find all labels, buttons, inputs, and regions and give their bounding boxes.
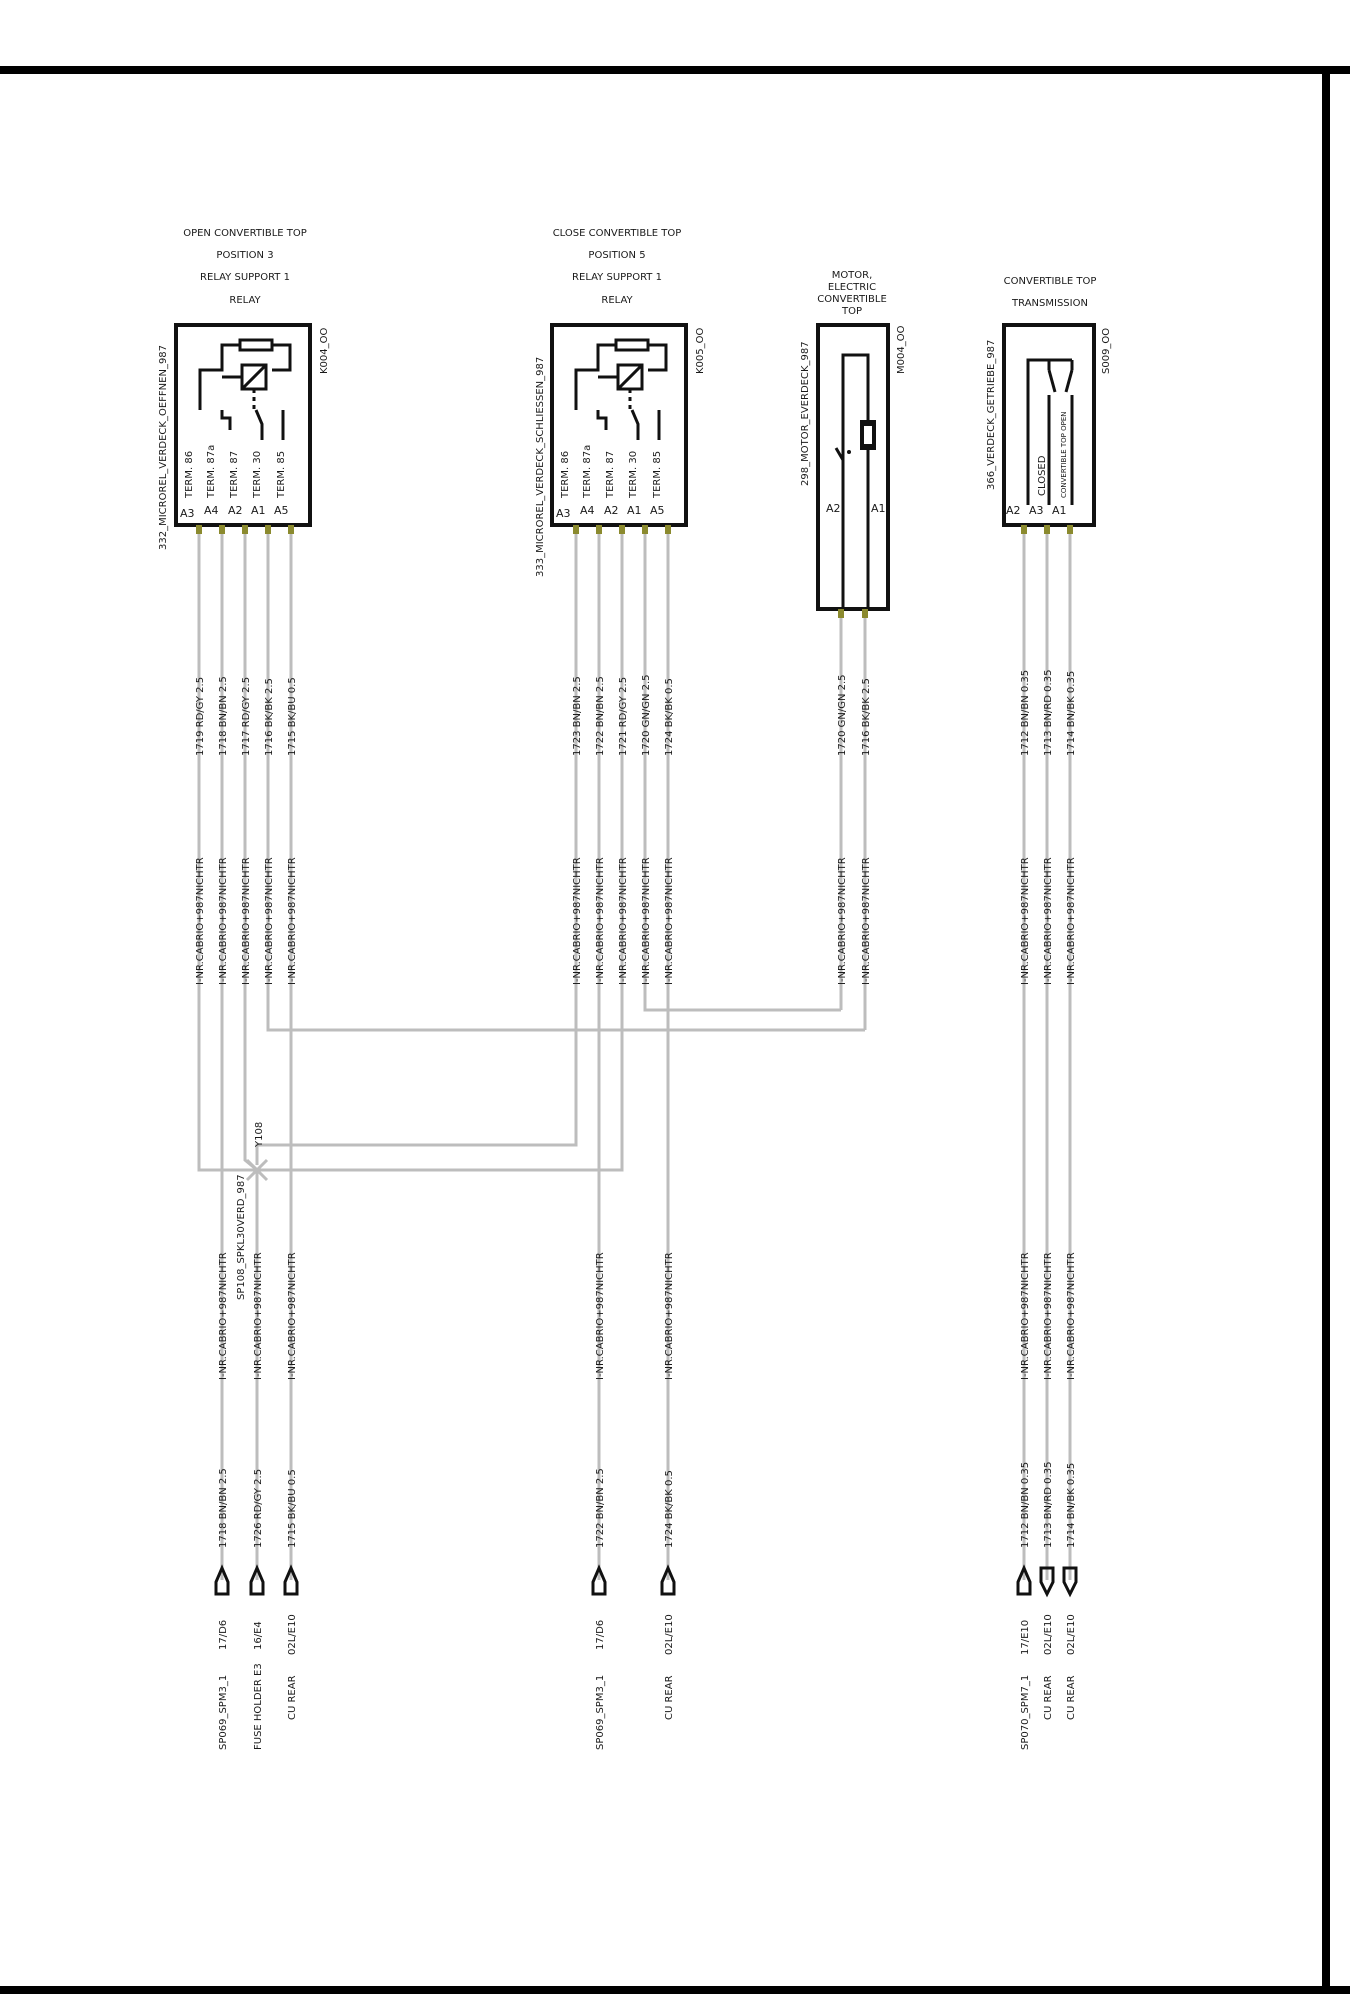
splice-label: Y108 bbox=[254, 1121, 265, 1147]
diagram-line bbox=[242, 525, 248, 534]
label-text: I-NR.CABRIO+987NICHTR bbox=[287, 1252, 298, 1380]
k004-terminal-labels bbox=[184, 445, 287, 499]
k005-terminal-labels bbox=[560, 445, 663, 499]
terminal-pins bbox=[196, 525, 1073, 618]
diagram-line bbox=[265, 525, 271, 534]
diagram-line bbox=[272, 345, 290, 370]
label-text: A4 bbox=[204, 504, 219, 517]
k004-id: K004_OO bbox=[319, 327, 330, 374]
diagram-line bbox=[616, 340, 648, 350]
label-text: A1 bbox=[871, 502, 886, 515]
label-text: 1714 BN/BK 0.35 bbox=[1066, 670, 1077, 756]
label-text: RELAY bbox=[229, 295, 261, 306]
diagram-line bbox=[196, 525, 202, 534]
label-text: TRANSMISSION bbox=[1012, 298, 1088, 309]
diagram-line bbox=[862, 609, 868, 618]
k004-title bbox=[183, 228, 307, 306]
label-text: 16/E4 bbox=[253, 1621, 264, 1650]
label-text: I-NR.CABRIO+987NICHTR bbox=[595, 857, 606, 985]
diagram-line bbox=[1067, 525, 1073, 534]
label-text: CONVERTIBLE bbox=[817, 294, 887, 305]
label-text: SP069_SPM3_1 bbox=[595, 1674, 606, 1750]
diagram-line bbox=[618, 365, 642, 389]
label-text: 1713 BN/RD 0.35 bbox=[1043, 1461, 1054, 1548]
label-text: MOTOR, bbox=[831, 270, 873, 281]
label-text: CONVERTIBLE TOP OPEN bbox=[1060, 411, 1068, 498]
s009-title bbox=[1004, 276, 1097, 309]
label-text: A2 bbox=[228, 504, 243, 517]
label-text: 1717 RD/GY 2.5 bbox=[241, 676, 252, 756]
label-text: 1718 BN/BN 2.5 bbox=[218, 676, 229, 756]
label-text: 1718 BN/BN 2.5 bbox=[218, 1468, 229, 1548]
label-text: 1724 BK/BK 0.5 bbox=[664, 678, 675, 756]
label-text: 1714 BN/BK 0.35 bbox=[1066, 1462, 1077, 1548]
k005-side-label: 333_MICROREL_VERDECK_SCHLIESSEN_987 bbox=[535, 356, 546, 577]
label-text: A1 bbox=[1052, 504, 1067, 517]
diagram-line bbox=[0, 1986, 1350, 1994]
diagram-line bbox=[1021, 525, 1027, 534]
label-text: TERM. 85 bbox=[652, 450, 663, 498]
label-text: A4 bbox=[580, 504, 595, 517]
wire-1716 bbox=[268, 531, 865, 1030]
label-text: A1 bbox=[627, 504, 642, 517]
label-text: I-NR.CABRIO+987NICHTR bbox=[287, 857, 298, 985]
label-text: A2 bbox=[1006, 504, 1021, 517]
label-text: CONVERTIBLE TOP bbox=[1003, 276, 1097, 287]
m004-motor-symbol bbox=[836, 355, 876, 609]
label-text: 1723 BN/BN 2.5 bbox=[572, 676, 583, 756]
label-text: TERM. 87 bbox=[229, 450, 240, 498]
label-text: OPEN CONVERTIBLE TOP bbox=[183, 228, 307, 239]
label-text: 02L/E10 bbox=[664, 1614, 675, 1655]
label-text: POSITION 3 bbox=[216, 250, 274, 261]
connector-grid-refs bbox=[218, 1614, 1077, 1655]
k005-id: K005_OO bbox=[695, 327, 706, 374]
label-text: I-NR.CABRIO+987NICHTR bbox=[1043, 1252, 1054, 1380]
label-text: RELAY SUPPORT 1 bbox=[572, 272, 662, 283]
s009-side-label: 366_VERDECK_GETRIEBE_987 bbox=[986, 339, 997, 490]
label-text: A3 bbox=[180, 507, 195, 520]
label-text: I-NR.CABRIO+987NICHTR bbox=[618, 857, 629, 985]
label-text: TERM. 86 bbox=[560, 450, 571, 498]
k004-side-label: 332_MICROREL_VERDECK_OEFFNEN_987 bbox=[158, 344, 169, 550]
label-text: RELAY bbox=[601, 295, 633, 306]
label-text: 17/D6 bbox=[218, 1619, 229, 1650]
diagram-line bbox=[1044, 525, 1050, 534]
label-text: I-NR.CABRIO+987NICHTR bbox=[241, 857, 252, 985]
label-text: TERM. 30 bbox=[628, 450, 639, 498]
k004-pin-labels bbox=[180, 504, 289, 520]
wire-1721 bbox=[257, 531, 622, 1170]
wire-paths bbox=[199, 531, 1070, 1580]
label-text: I-NR.CABRIO+987NICHTR bbox=[1020, 857, 1031, 985]
component-k004 bbox=[158, 228, 330, 550]
label-text: A2 bbox=[826, 502, 841, 515]
label-text: 1716 BK/BK 2.5 bbox=[264, 678, 275, 756]
splice-name: SP108_SPKL30VERD_987 bbox=[236, 1174, 247, 1300]
label-text: I-NR.CABRIO+987NICHTR bbox=[1066, 1252, 1077, 1380]
component-s009 bbox=[986, 276, 1112, 525]
label-text: FUSE HOLDER E3 bbox=[253, 1663, 264, 1750]
label-text: SP069_SPM3_1 bbox=[218, 1674, 229, 1750]
connector-names bbox=[218, 1663, 1077, 1750]
label-text: CLOSE CONVERTIBLE TOP bbox=[552, 228, 682, 239]
upper-wire-labels bbox=[195, 670, 1077, 756]
label-text: 1712 BN/BN 0.35 bbox=[1020, 1461, 1031, 1548]
diagram-line bbox=[0, 66, 1350, 74]
label-text: TERM. 30 bbox=[252, 450, 263, 498]
label-text: 02L/E10 bbox=[1066, 1614, 1077, 1655]
label-text: I-NR.CABRIO+987NICHTR bbox=[264, 857, 275, 985]
connector-symbols bbox=[216, 1568, 1076, 1594]
label-text: 17/D6 bbox=[595, 1619, 606, 1650]
label-text: 1720 GN/GN 2.5 bbox=[641, 674, 652, 756]
diagram-line bbox=[864, 426, 872, 444]
label-text: POSITION 5 bbox=[588, 250, 646, 261]
label-text: I-NR.CABRIO+987NICHTR bbox=[664, 857, 675, 985]
diagram-line bbox=[847, 450, 851, 454]
diagram-line bbox=[838, 609, 844, 618]
label-text: TERM. 87a bbox=[582, 444, 593, 498]
s009-switch-labels bbox=[1037, 411, 1068, 498]
harness-labels-upper bbox=[195, 857, 1077, 985]
label-text: I-NR.CABRIO+987NICHTR bbox=[837, 857, 848, 985]
label-text: TOP bbox=[841, 306, 863, 317]
label-text: I-NR.CABRIO+987NICHTR bbox=[1020, 1252, 1031, 1380]
label-text: 1716 BK/BK 2.5 bbox=[861, 678, 872, 756]
component-k005 bbox=[535, 228, 706, 577]
label-text: I-NR.CABRIO+987NICHTR bbox=[572, 857, 583, 985]
diagram-line bbox=[240, 340, 272, 350]
diagram-line bbox=[843, 355, 868, 609]
label-text: 1720 GN/GN 2.5 bbox=[837, 674, 848, 756]
diagram-line bbox=[619, 525, 625, 534]
m004-id: M004_OO bbox=[896, 325, 907, 374]
diagram-line bbox=[1322, 66, 1330, 1994]
label-text: 02L/E10 bbox=[287, 1614, 298, 1655]
label-text: RELAY SUPPORT 1 bbox=[200, 272, 290, 283]
label-text: 1724 BK/BK 0.5 bbox=[664, 1470, 675, 1548]
label-text: TERM. 85 bbox=[276, 450, 287, 498]
m004-pin-labels bbox=[826, 502, 886, 515]
label-text: I-NR.CABRIO+987NICHTR bbox=[861, 857, 872, 985]
s009-id: S009_OO bbox=[1101, 327, 1112, 374]
label-text: A3 bbox=[556, 507, 571, 520]
wire-1723 bbox=[257, 531, 576, 1165]
diagram-line bbox=[288, 525, 294, 534]
label-text: SP070_SPM7_1 bbox=[1020, 1674, 1031, 1750]
diagram-line bbox=[256, 410, 262, 440]
label-text: I-NR.CABRIO+987NICHTR bbox=[641, 857, 652, 985]
label-text: 1715 BK/BU 0.5 bbox=[287, 1469, 298, 1548]
diagram-line bbox=[219, 525, 225, 534]
label-text: ELECTRIC bbox=[827, 282, 877, 293]
label-text: I-NR.CABRIO+987NICHTR bbox=[195, 857, 206, 985]
diagram-line bbox=[642, 525, 648, 534]
label-text: CU REAR bbox=[1043, 1675, 1054, 1720]
label-text: TERM. 87a bbox=[206, 444, 217, 498]
label-text: 17/E10 bbox=[1020, 1619, 1031, 1655]
label-text: A3 bbox=[1029, 504, 1044, 517]
diagram-line bbox=[1049, 370, 1055, 392]
label-text: TERM. 86 bbox=[184, 450, 195, 498]
diagram-line bbox=[665, 525, 671, 534]
label-text: TERM. 87 bbox=[605, 450, 616, 498]
label-text: A1 bbox=[251, 504, 266, 517]
lower-wire-labels bbox=[218, 1462, 1077, 1548]
label-text: I-NR.CABRIO+987NICHTR bbox=[218, 1252, 229, 1380]
label-text: 1713 BN/RD 0.35 bbox=[1043, 669, 1054, 756]
m004-title bbox=[817, 270, 887, 317]
k005-pin-labels bbox=[556, 504, 665, 520]
label-text: A2 bbox=[604, 504, 619, 517]
label-text: 1715 BK/BU 0.5 bbox=[287, 677, 298, 756]
m004-motor-box bbox=[818, 325, 888, 609]
diagram-line bbox=[632, 410, 638, 440]
label-text: 1726 RD/GY 2.5 bbox=[253, 1468, 264, 1548]
k005-relay-symbol bbox=[576, 340, 666, 440]
diagram-line bbox=[573, 525, 579, 534]
diagram-line bbox=[1066, 370, 1072, 392]
label-text: CU REAR bbox=[1066, 1675, 1077, 1720]
label-text: I-NR.CABRIO+987NICHTR bbox=[664, 1252, 675, 1380]
label-text: CU REAR bbox=[287, 1675, 298, 1720]
label-text: A5 bbox=[650, 504, 665, 517]
label-text: 1721 RD/GY 2.5 bbox=[618, 676, 629, 756]
diagram-line bbox=[648, 345, 666, 370]
component-m004 bbox=[800, 270, 907, 609]
k005-title bbox=[553, 228, 682, 306]
diagram-line bbox=[598, 410, 606, 430]
label-text: I-NR.CABRIO+987NICHTR bbox=[595, 1252, 606, 1380]
k004-relay-symbol bbox=[200, 340, 290, 440]
label-text: A5 bbox=[274, 504, 289, 517]
wire-1719 bbox=[199, 531, 257, 1170]
label-text: 1722 BN/BN 2.5 bbox=[595, 676, 606, 756]
diagram-line bbox=[242, 365, 266, 389]
m004-side-label: 298_MOTOR_EVERDECK_987 bbox=[800, 341, 811, 486]
label-text: CU REAR bbox=[664, 1675, 675, 1720]
label-text: 1712 BN/BN 0.35 bbox=[1020, 669, 1031, 756]
label-text: I-NR.CABRIO+987NICHTR bbox=[218, 857, 229, 985]
label-text: 02L/E10 bbox=[1043, 1614, 1054, 1655]
s009-pin-labels bbox=[1006, 504, 1067, 517]
diagram-line bbox=[222, 410, 230, 430]
label-text: I-NR.CABRIO+987NICHTR bbox=[1043, 857, 1054, 985]
harness-labels-lower bbox=[218, 1252, 1077, 1380]
label-text: I-NR.CABRIO+987NICHTR bbox=[253, 1252, 264, 1380]
label-text: 1719 RD/GY 2.5 bbox=[195, 676, 206, 756]
label-text: I-NR.CABRIO+987NICHTR bbox=[1066, 857, 1077, 985]
label-text: 1722 BN/BN 2.5 bbox=[595, 1468, 606, 1548]
diagram-line bbox=[596, 525, 602, 534]
label-text: CLOSED bbox=[1037, 455, 1048, 496]
